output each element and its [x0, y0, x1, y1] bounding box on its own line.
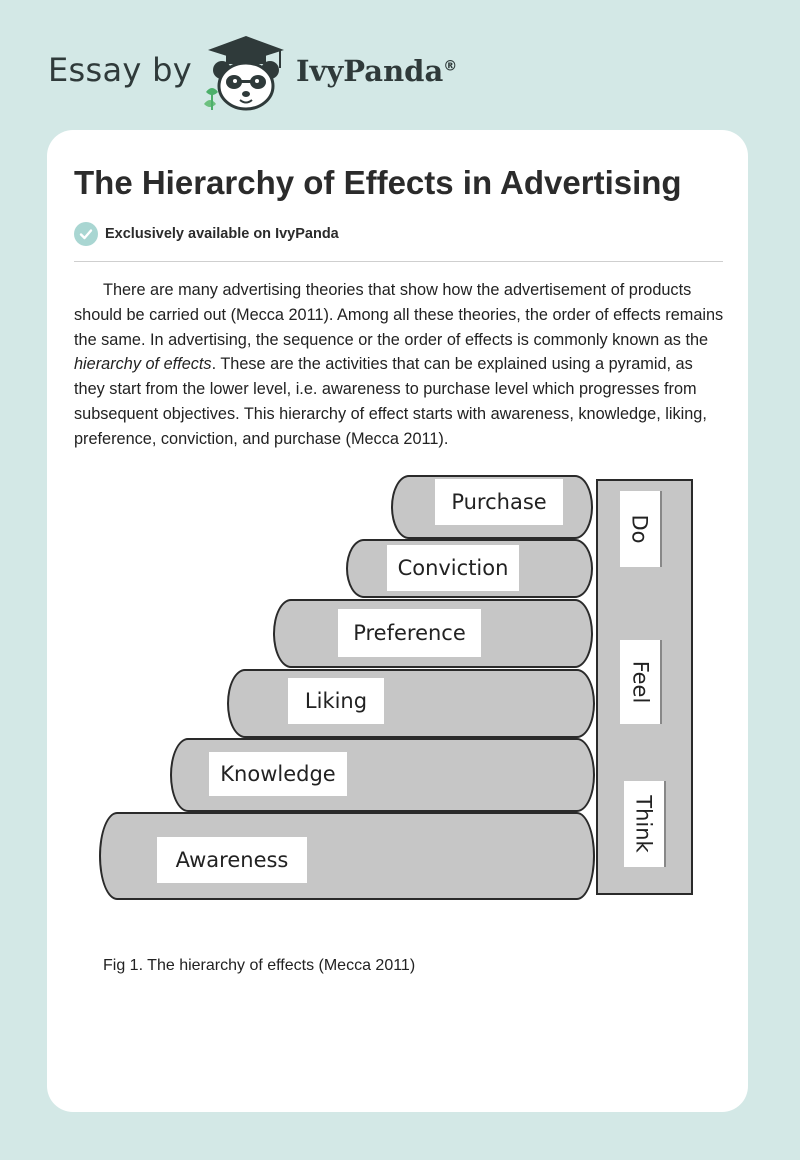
exclusive-badge-text: Exclusively available on IvyPanda — [105, 226, 339, 242]
figure-caption: Fig 1. The hierarchy of effects (Mecca 2011) — [103, 957, 416, 974]
checkmark-icon — [74, 222, 98, 246]
paragraph-text-start: There are many advertising theories that show how the advertisement of products should be carried out (Mecca 2011). Among all these theories, the order of effects remains the same. In advertising, the sequence or the order of effects is commonly known as the — [74, 281, 724, 349]
step-label-liking: Liking — [288, 678, 384, 724]
stage-label-do — [620, 491, 662, 567]
paragraph-text-end: . These are the activities that can be explained using a pyramid, as they start from the lower level, i.e. awareness to purchase level which progresses from subsequent objectives. This hierarchy of effect starts with awareness, knowledge, liking, preference, conviction, and purchase (Mecca 2011). — [74, 355, 707, 448]
registered-mark: ® — [443, 58, 458, 75]
exclusive-badge — [74, 222, 339, 246]
site-header — [48, 34, 508, 114]
stage-label-feel-text: Feel — [628, 660, 653, 704]
step-label-knowledge: Knowledge — [209, 752, 347, 796]
article-paragraph — [74, 278, 724, 452]
hierarchy-figure — [97, 472, 697, 907]
step-label-awareness: Awareness — [157, 837, 307, 883]
brand-prefix: Essay by — [48, 51, 192, 89]
page-title: The Hierarchy of Effects in Advertising — [74, 164, 682, 201]
brand-name-text: IvyPanda — [296, 54, 444, 88]
step-label-preference: Preference — [338, 609, 481, 657]
step-label-purchase: Purchase — [435, 479, 563, 525]
stage-label-think-text: Think — [632, 795, 657, 853]
step-liking — [227, 669, 595, 738]
article-card — [47, 130, 748, 1112]
stage-label-feel — [620, 640, 662, 724]
stage-label-do-text: Do — [628, 514, 652, 544]
brand-name[interactable] — [296, 54, 457, 88]
paragraph-term-emphasis: hierarchy of effects — [74, 355, 212, 374]
panda-logo-icon[interactable] — [200, 34, 290, 112]
divider — [74, 261, 723, 262]
step-label-conviction: Conviction — [387, 545, 519, 591]
stage-label-think — [624, 781, 666, 867]
